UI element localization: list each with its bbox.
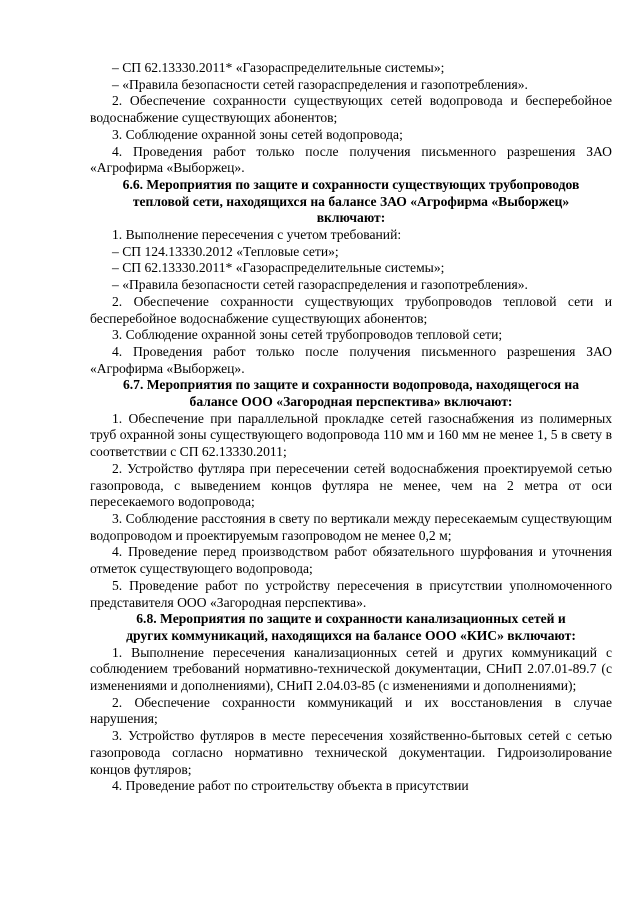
- heading-line: 6.6. Мероприятия по защите и сохранности существующих трубопроводов: [122, 176, 580, 192]
- paragraph: 3. Устройство футляров в месте пересечения хозяйственно-бытовых сетей с сетью газопровода согласно нормативно технической документации. Гидроизолирование концов футляров;: [90, 728, 612, 777]
- paragraph: 4. Проведения работ только после получения письменного разрешения ЗАО «Агрофирма «Выборжец».: [90, 143, 612, 176]
- section-heading-6-8: [90, 611, 612, 644]
- paragraph: 3. Соблюдение охранной зоны сетей водопровода;: [112, 126, 403, 142]
- heading-line: включают:: [316, 210, 386, 226]
- paragraph: 2. Обеспечение сохранности коммуникаций и их восстановления в случае нарушения;: [90, 694, 612, 727]
- paragraph: – «Правила безопасности сетей газораспределения и газопотребления».: [112, 76, 528, 92]
- paragraph: 4. Проведение перед производством работ обязательного шурфования и уточнения отметок существующего водопровода;: [90, 544, 612, 577]
- paragraph: – СП 62.13330.2011* «Газораспределительные системы»;: [112, 60, 445, 75]
- paragraph: – СП 62.13330.2011* «Газораспределительные системы»;: [112, 260, 445, 276]
- paragraph: 3. Соблюдение охранной зоны сетей трубопроводов тепловой сети;: [112, 327, 503, 343]
- heading-line: балансе ООО «Загородная перспектива» включают:: [189, 394, 513, 410]
- heading-line: других коммуникаций, находящихся на балансе ООО «КИС» включают:: [126, 627, 576, 643]
- paragraph: 1. Выполнение пересечения с учетом требований:: [112, 227, 402, 243]
- paragraph: 4. Проведения работ только после получения письменного разрешения ЗАО «Агрофирма «Выборжец».: [90, 343, 612, 376]
- paragraph: 5. Проведение работ по устройству пересечения в присутствии уполномоченного представителя ООО «Загородная перспектива».: [90, 577, 612, 610]
- heading-line: 6.8. Мероприятия по защите и сохранности канализационных сетей и: [136, 611, 566, 627]
- paragraph: 2. Обеспечение сохранности существующих сетей водопровода и бесперебойное водоснабжение существующих абонентов;: [90, 93, 612, 126]
- heading-line: тепловой сети, находящихся на балансе ЗАО «Агрофирма «Выборжец»: [132, 193, 570, 209]
- heading-line: 6.7. Мероприятия по защите и сохранности водопровода, находящегося на: [122, 377, 580, 393]
- paragraph: 2. Устройство футляра при пересечении сетей водоснабжения проектируемой сетью газопровода, с выведением концов футляра не менее, чем на 2 метра от оси пересекаемого водопровода;: [90, 460, 612, 510]
- paragraph: – СП 124.13330.2012 «Тепловые сети»;: [112, 243, 339, 259]
- paragraph: 2. Обеспечение сохранности существующих трубопроводов тепловой сети и бесперебойное водоснабжение существующих абонентов;: [90, 293, 612, 326]
- section-heading-6-6: [90, 177, 612, 227]
- paragraph: – «Правила безопасности сетей газораспределения и газопотребления».: [112, 277, 528, 293]
- paragraph: 1. Обеспечение при параллельной прокладке сетей газоснабжения из полимерных труб охранной зоны существующего водопровода 110 мм и 160 мм не менее 1, 5 в свету в соответствии с СП 62.13330.2011;: [90, 410, 612, 460]
- paragraph: 3. Соблюдение расстояния в свету по вертикали между пересекаемым существующим водопроводом и проектируемым газопроводом не менее 0,2 м;: [90, 510, 612, 543]
- paragraph: 1. Выполнение пересечения канализационных сетей и других коммуникаций с соблюдением требований нормативно-технической документации, СНиП 2.07.01-89.7 (с изменениями и дополнениями), СНиП 2.04.03-85 (с изменениями и дополнениями);: [90, 644, 612, 694]
- paragraph: 4. Проведение работ по строительству объекта в присутствии: [112, 778, 469, 794]
- section-heading-6-7: [90, 377, 612, 410]
